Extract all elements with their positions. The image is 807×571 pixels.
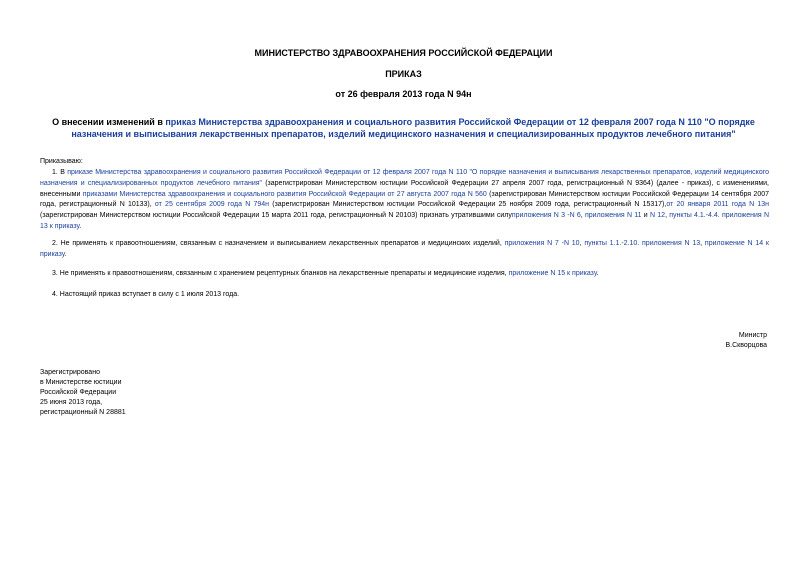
paragraph-3	[40, 269, 769, 280]
p1-text-6: ,	[580, 212, 585, 220]
p2-text-1: 2. Не применять к правоотношениям, связанным с назначением и выписыванием лекарственных препаратов и медицинских изделий,	[52, 240, 505, 247]
title-prefix: О внесении изменений в	[52, 117, 166, 127]
intro-text: Приказываю:	[40, 158, 83, 165]
p1-link-points-4-1-4-4[interactable]: пункты 4.1.-4.4. приложения N 13 к приказу	[40, 212, 769, 230]
registration-line-5: регистрационный N 28881	[40, 409, 126, 416]
p1-text-5: (зарегистрирован Министерством юстиции Российской Федерации 15 марта 2011 года, регистрационный N 20103) признать утратившими силу	[40, 212, 512, 220]
p1-text-2: (зарегистрирован Министерством юстиции Российской Федерации 27 апреля 2007 года, регистрационный N 9364) (далее - приказ), с изменениями, внесенными	[40, 179, 770, 198]
p3-link-appendix-15[interactable]: приложение N 15 к приказу	[508, 270, 597, 277]
ministry-heading: МИНИСТЕРСТВО ЗДРАВООХРАНЕНИЯ РОССИЙСКОЙ ФЕДЕРАЦИИ	[254, 48, 553, 58]
registration-line-2: в Министерстве юстиции	[40, 379, 122, 386]
p1-text-1: 1. В	[52, 169, 68, 176]
signer-name: В.Скворцова	[725, 342, 767, 349]
p2-link-appendix-14[interactable]: приложение N 14 к приказу	[40, 240, 769, 258]
p1-link-order-560[interactable]: приказами Министерства здравоохранения и социального развития Российской Федерации от 27 августа 2007 года N 560	[82, 190, 487, 198]
p1-text-8: ,	[665, 212, 670, 220]
signature-block	[725, 331, 767, 351]
p2-text-2: ,	[579, 240, 585, 247]
registration-line-4: 25 июня 2013 года,	[40, 399, 103, 406]
registration-line-3: Российской Федерации	[40, 389, 117, 396]
doc-date-number: от 26 февраля 2013 года N 94н	[335, 89, 472, 99]
p2-text-4: .	[64, 250, 67, 258]
p1-text-7: и	[641, 212, 650, 220]
paragraph-2	[40, 239, 769, 261]
p2-link-points-1-1-2-10[interactable]: пункты 1.1.-2.10. приложения N 13	[584, 240, 701, 247]
document-title	[40, 116, 767, 140]
p1-link-order-110[interactable]: приказе Министерства здравоохранения и социального развития Российской Федерации от 12 февраля 2007 года N 110 "О порядке назначения и выписывания лекарственных препаратов, изделий медицинского назначения и специализированных продуктов лечебного питания"	[40, 169, 770, 187]
p1-link-appendix-3-6[interactable]: приложения N 3 -N 6	[511, 212, 581, 220]
p2-text-3: ,	[700, 240, 705, 247]
p1-link-order-13n[interactable]: от 20 января 2011 года N 13н	[666, 201, 769, 209]
p1-link-order-794n[interactable]: от 25 сентября 2009 года N 794н	[154, 201, 270, 209]
p1-text-9: .	[79, 222, 82, 230]
signer-position: Министр	[738, 332, 767, 339]
p1-text-4: (зарегистрирован Министерством юстиции Российской Федерации 25 ноября 2009 года, регистрационный N 15317),	[269, 201, 667, 209]
registration-line-1: Зарегистрировано	[40, 369, 100, 376]
paragraph-4: 4. Настоящий приказ вступает в силу с 1 июля 2013 года.	[52, 291, 240, 298]
p1-text-3: (зарегистрирован Министерством юстиции Российской Федерации 14 сентября 2007 года, регистрационный N 10133),	[40, 190, 769, 209]
p3-text-2: .	[596, 270, 599, 277]
doc-type-heading: ПРИКАЗ	[385, 69, 422, 79]
p1-link-appendix-11[interactable]: приложения N 11	[585, 212, 642, 220]
registration-block	[40, 368, 126, 418]
title-link-order-110[interactable]: приказ Министерства здравоохранения и социального развития Российской Федерации от 12 февраля 2007 года N 110 "О порядке назначения и выписывания лекарственных препаратов, изделий медицинского назначения и специализированных продуктов лечебного питания"	[71, 117, 755, 139]
p2-link-appendix-7-10[interactable]: приложения N 7 -N 10	[504, 240, 580, 247]
p1-link-appendix-12[interactable]: N 12	[649, 212, 666, 220]
p3-text-1: 3. Не применять к правоотношениям, связанным с хранением рецептурных бланков на лекарственные препараты и медицинские изделия,	[52, 270, 509, 277]
paragraph-1	[40, 168, 769, 233]
